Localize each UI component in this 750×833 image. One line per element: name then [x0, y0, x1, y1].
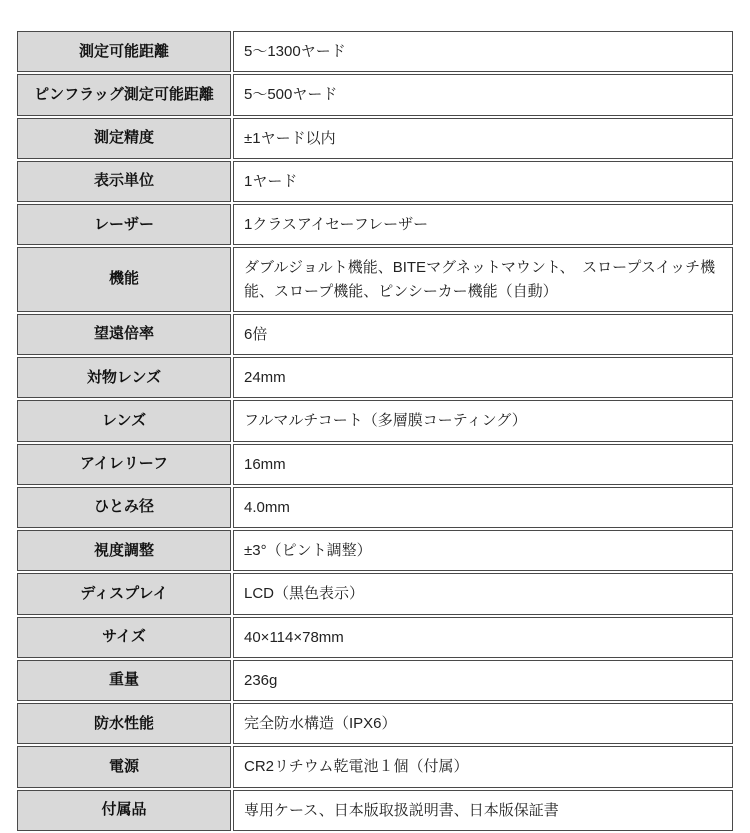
spec-label: 電源	[17, 746, 231, 787]
spec-label: 防水性能	[17, 703, 231, 744]
spec-value: ±1ヤード以内	[233, 118, 733, 159]
spec-value: フルマルチコート（多層膜コーティング）	[233, 400, 733, 441]
spec-row	[17, 247, 733, 312]
spec-value: 1クラスアイセーフレーザー	[233, 204, 733, 245]
spec-row	[17, 31, 733, 72]
spec-label: ピンフラッグ測定可能距離	[17, 74, 231, 115]
spec-value: 1ヤード	[233, 161, 733, 202]
spec-label: 測定精度	[17, 118, 231, 159]
spec-row	[17, 314, 733, 355]
spec-row	[17, 746, 733, 787]
product-spec-table	[15, 29, 735, 833]
spec-row	[17, 530, 733, 571]
spec-row	[17, 444, 733, 485]
spec-label: 対物レンズ	[17, 357, 231, 398]
spec-label: 望遠倍率	[17, 314, 231, 355]
spec-label: 付属品	[17, 790, 231, 831]
spec-row	[17, 161, 733, 202]
spec-row	[17, 573, 733, 614]
spec-value: 5～500ヤード	[233, 74, 733, 115]
spec-label: 重量	[17, 660, 231, 701]
spec-value: 16mm	[233, 444, 733, 485]
spec-value: ダブルジョルト機能、BITEマグネットマウント、 スロープスイッチ機能、スロープ機能、ピンシーカー機能（自動）	[233, 247, 733, 312]
spec-value: 完全防水構造（IPX6）	[233, 703, 733, 744]
spec-row	[17, 204, 733, 245]
spec-row	[17, 357, 733, 398]
spec-value: 236g	[233, 660, 733, 701]
spec-row	[17, 790, 733, 831]
spec-row	[17, 118, 733, 159]
spec-value: 専用ケース、日本版取扱説明書、日本版保証書	[233, 790, 733, 831]
spec-table-body	[17, 31, 733, 831]
spec-label: 表示単位	[17, 161, 231, 202]
spec-row	[17, 400, 733, 441]
spec-label: 測定可能距離	[17, 31, 231, 72]
spec-row	[17, 487, 733, 528]
spec-label: 機能	[17, 247, 231, 312]
spec-label: 視度調整	[17, 530, 231, 571]
spec-value: 24mm	[233, 357, 733, 398]
spec-value: 5～1300ヤード	[233, 31, 733, 72]
spec-label: ひとみ径	[17, 487, 231, 528]
spec-label: アイレリーフ	[17, 444, 231, 485]
spec-row	[17, 617, 733, 658]
spec-value: 4.0mm	[233, 487, 733, 528]
spec-row	[17, 660, 733, 701]
spec-label: レーザー	[17, 204, 231, 245]
spec-value: 6倍	[233, 314, 733, 355]
spec-row	[17, 703, 733, 744]
spec-value: ±3°（ピント調整）	[233, 530, 733, 571]
spec-label: ディスプレイ	[17, 573, 231, 614]
spec-value: CR2リチウム乾電池１個（付属）	[233, 746, 733, 787]
spec-label: レンズ	[17, 400, 231, 441]
spec-label: サイズ	[17, 617, 231, 658]
spec-row	[17, 74, 733, 115]
spec-value: 40×114×78mm	[233, 617, 733, 658]
spec-value: LCD（黒色表示）	[233, 573, 733, 614]
